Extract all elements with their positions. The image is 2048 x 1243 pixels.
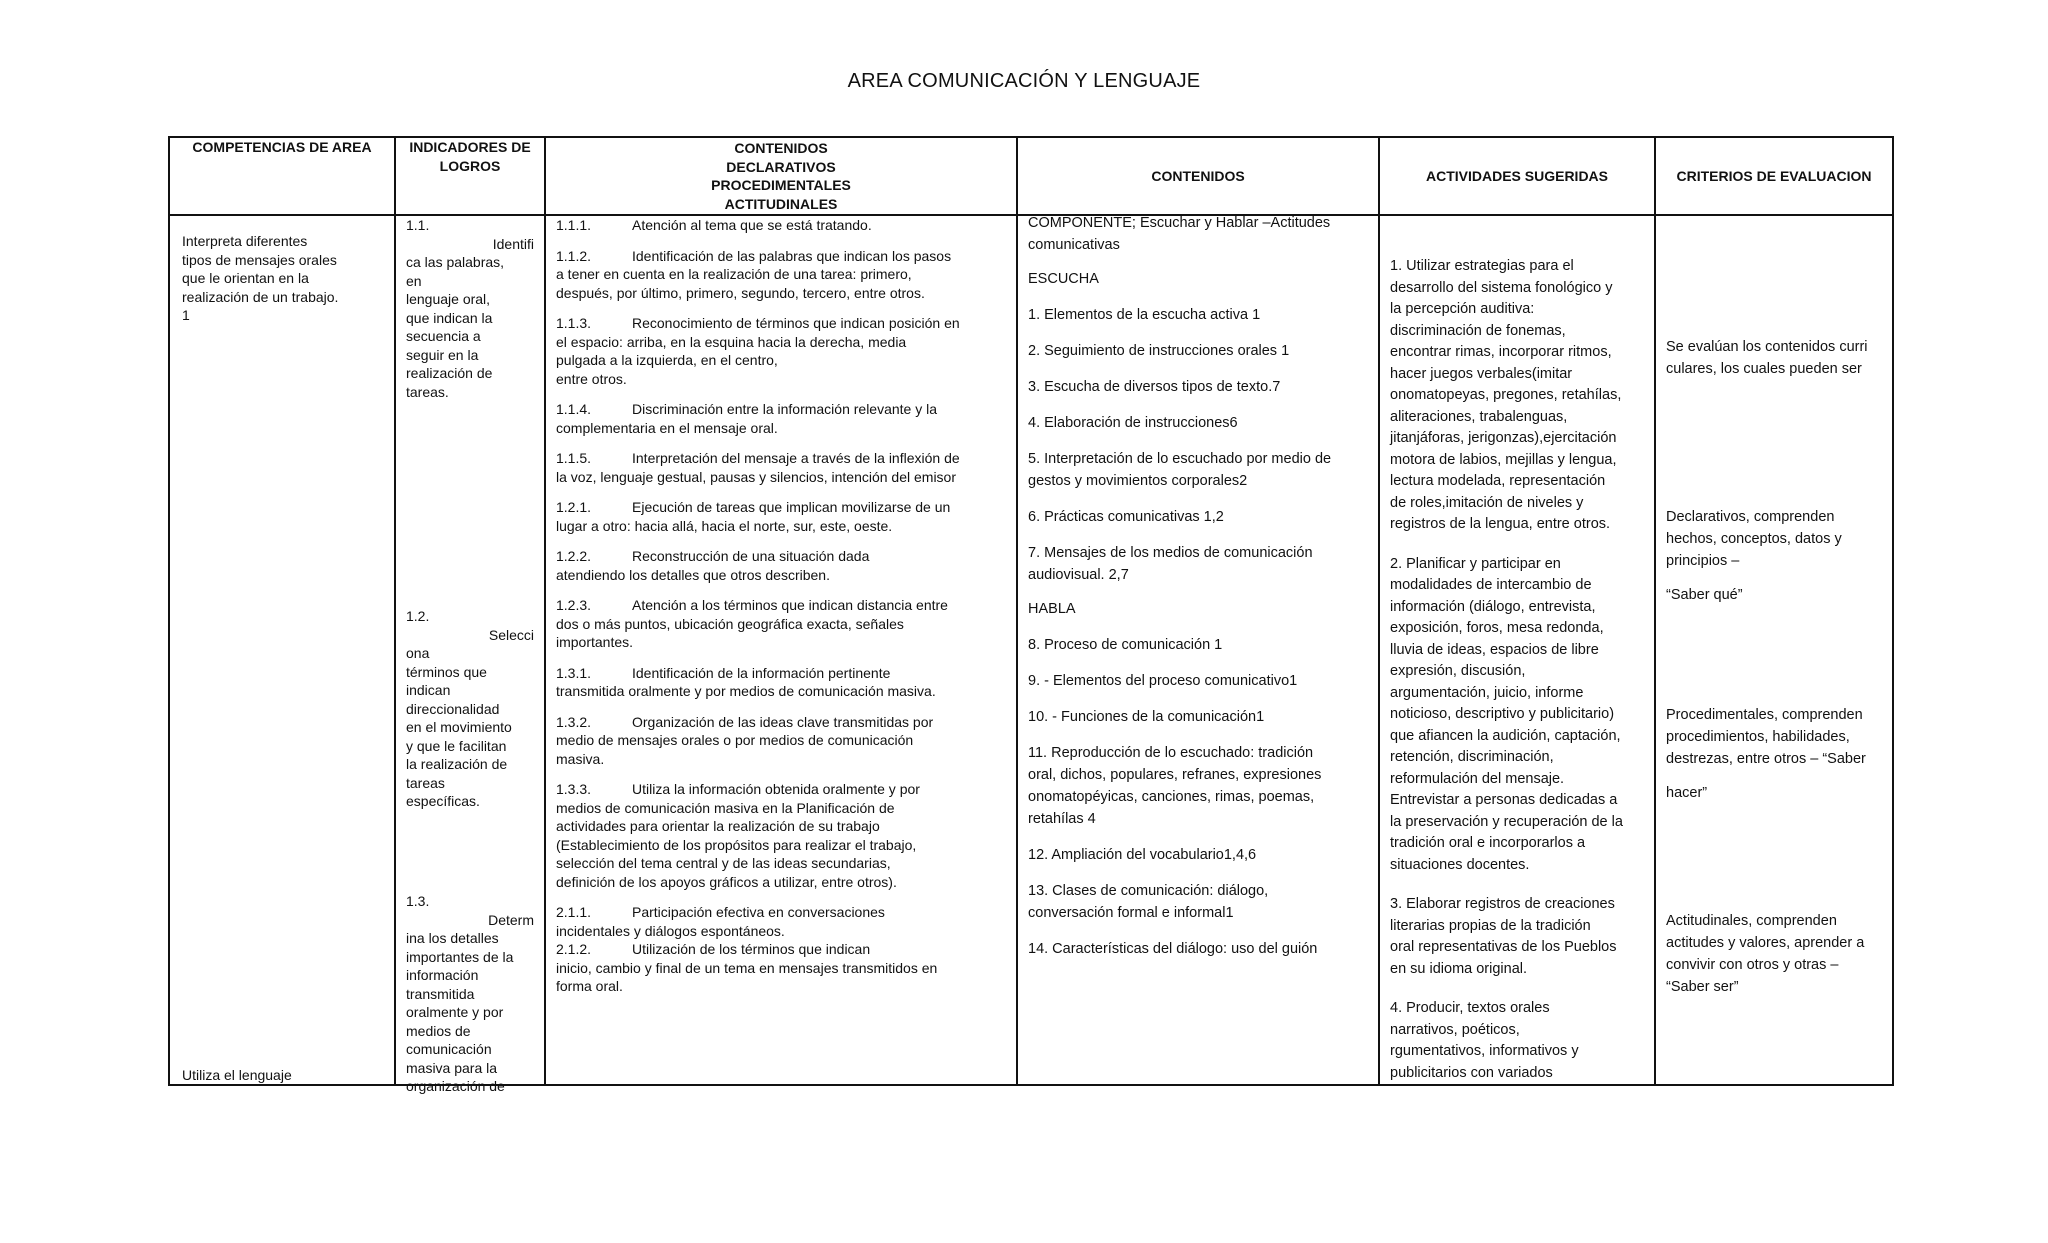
contenido-item	[1028, 376, 1368, 398]
contenido-detalle-number: 2.1.2.	[556, 941, 592, 957]
habla-heading: HABLA	[1028, 601, 1076, 617]
contenido-item-line: 10. - Funciones de la comunicación1	[1028, 709, 1265, 725]
competencia-1: Interpreta diferentes tipos de mensajes orales que le orientan en la realización de un trabajo. 1	[182, 233, 339, 323]
contenido-detalle-text: Identificación de la información pertinente	[632, 664, 891, 681]
contenido-detalle-item	[556, 547, 1006, 584]
actividad-line: motora de labios, mejillas y lengua,	[1390, 451, 1617, 468]
contenido-detalle-item	[556, 498, 1006, 535]
header-criterios: CRITERIOS DE EVALUACION	[1655, 137, 1893, 215]
contenido-item-line: 9. - Elementos del proceso comunicativo1	[1028, 673, 1298, 689]
contenido-item-line: 5. Interpretación de lo escuchado por medio de	[1028, 451, 1332, 467]
actividades-list	[1390, 256, 1646, 1084]
page-title: AREA COMUNICACIÓN Y LENGUAJE	[847, 70, 1201, 92]
actividad-line: jitanjáforas, jerigonzas),ejercitación	[1390, 430, 1617, 446]
actividad-line: 3. Elaborar registros de creaciones	[1390, 896, 1615, 912]
actividad-line: aliteraciones, trabalenguas,	[1390, 408, 1568, 425]
actividad-item	[1390, 894, 1646, 980]
actividad-line: literarias propias de la tradición	[1390, 917, 1591, 934]
contenido-detalle-line: actividades para orientar la realización de su trabajo	[556, 818, 880, 834]
competencia-2: Utiliza el lenguaje	[182, 1066, 292, 1083]
header-competencias: COMPETENCIAS DE AREA	[169, 137, 395, 215]
contenido-detalle-line: después, por último, primero, segundo, tercero, entre otros.	[556, 284, 925, 301]
contenido-item-line: retahílas 4	[1028, 811, 1096, 827]
contenido-item-line: 2. Seguimiento de instrucciones orales 1	[1028, 343, 1290, 359]
contenido-detalle-line: importantes.	[556, 634, 634, 650]
contenido-item	[1028, 542, 1368, 586]
contenido-detalle-line: dos o más puntos, ubicación geográfica exacta, señales	[556, 615, 904, 632]
actividad-line: retención, discriminación,	[1390, 749, 1554, 765]
curriculum-table	[168, 136, 1894, 1094]
contenido-detalle-first-line	[556, 314, 1006, 333]
indicadores-cell	[395, 215, 545, 1094]
contenido-detalle-first-line	[556, 903, 1006, 922]
contenido-detalle-line: entre otros.	[556, 370, 627, 387]
contenido-detalle-text: Ejecución de tareas que implican movilizarse de un	[632, 499, 951, 515]
actividad-item	[1390, 998, 1646, 1084]
actividad-line: narrativos, poéticos,	[1390, 1021, 1520, 1038]
contenido-item	[1028, 706, 1368, 728]
contenido-item	[1028, 340, 1368, 362]
criterio-declarativos: Declarativos, comprenden hechos, conceptos, datos y principios – “Saber qué”	[1666, 509, 1842, 603]
criterio-actitudinales: Actitudinales, comprenden actitudes y valores, aprender a convivir con otros y otras – “Saber ser”	[1666, 913, 1865, 995]
contenido-detalle-number: 1.2.3.	[556, 597, 592, 613]
contenido-detalle-line: atendiendo los detalles que otros describen.	[556, 566, 830, 583]
actividad-line: discriminación de fonemas,	[1390, 322, 1566, 339]
actividad-line: argumentación, juicio, informe	[1390, 684, 1584, 701]
contenido-item-line: 7. Mensajes de los medios de comunicación	[1028, 545, 1313, 561]
contenido-detalle-text: Atención a los términos que indican distancia entre	[632, 597, 948, 613]
actividad-line: expresión, discusión,	[1390, 663, 1526, 679]
contenido-detalle-first-line	[556, 780, 1006, 799]
contenido-detalle-item	[556, 903, 1006, 940]
contenido-detalle-number: 1.1.3.	[556, 315, 592, 331]
contenido-detalle-line: medio de mensajes orales o por medios de comunicación	[556, 732, 914, 748]
indicador-1-2: 1.2. Selecci ona términos que indican direccionalidad en el movimiento y que le facilitan la realización de tareas específicas.	[406, 608, 534, 809]
contenido-detalle-line: (Establecimiento de los propósitos para realizar el trabajo,	[556, 836, 917, 853]
actividad-line: modalidades de intercambio de	[1390, 577, 1592, 593]
contenido-detalle-line: a tener en cuenta en la realización de una tarea: primero,	[556, 266, 912, 282]
contenido-detalle-text: Participación efectiva en conversaciones	[632, 904, 885, 920]
contenido-item	[1028, 670, 1368, 692]
contenido-detalle-first-line	[556, 400, 1006, 419]
actividad-line: 2. Planificar y participar en	[1390, 555, 1561, 572]
contenidos-list	[1028, 212, 1368, 960]
contenido-detalle-number: 1.3.1.	[556, 664, 592, 681]
contenido-detalle-line: pulgada a la izquierda, en el centro,	[556, 352, 778, 368]
contenido-detalle-first-line	[556, 664, 1006, 683]
header-actividades: ACTIVIDADES SUGERIDAS	[1379, 137, 1655, 215]
criterio-procedimentales: Procedimentales, comprenden procedimientos, habilidades, destrezas, entre otros – “Saber hacer”	[1666, 707, 1866, 801]
contenido-detalle-number: 1.2.2.	[556, 548, 592, 564]
contenido-detalle-item	[556, 713, 1006, 769]
contenido-detalle-first-line	[556, 498, 1006, 517]
actividad-line: oral representativas de los Pueblos	[1390, 939, 1617, 955]
header-contenidos-tipos: CONTENIDOS DECLARATIVOS PROCEDIMENTALES ACTITUDINALES	[545, 137, 1017, 215]
contenido-detalle-line: selección del tema central y de las ideas secundarias,	[556, 855, 891, 871]
contenido-detalle-line: complementaria en el mensaje oral.	[556, 419, 778, 436]
contenido-detalle-text: Organización de las ideas clave transmitidas por	[632, 713, 934, 730]
actividad-line: desarrollo del sistema fonológico y	[1390, 279, 1613, 296]
contenido-detalle-item	[556, 400, 1006, 437]
escucha-heading: ESCUCHA	[1028, 271, 1099, 287]
contenido-item-line: oral, dichos, populares, refranes, expresiones	[1028, 767, 1322, 783]
contenido-item	[1028, 412, 1368, 434]
actividad-line: en su idioma original.	[1390, 960, 1528, 977]
contenido-detalle-number: 1.1.4.	[556, 401, 592, 417]
componente-label: COMPONENTE; Escuchar y Hablar –Actitudes comunicativas	[1028, 215, 1331, 253]
contenido-item	[1028, 742, 1368, 830]
contenido-item-line: 3. Escucha de diversos tipos de texto.7	[1028, 379, 1281, 395]
actividad-item	[1390, 554, 1646, 877]
contenido-detalle-text: Interpretación del mensaje a través de la inflexión de	[632, 450, 960, 466]
contenido-item-line: gestos y movimientos corporales2	[1028, 473, 1248, 489]
contenido-detalle-number: 1.3.3.	[556, 781, 592, 797]
contenido-detalle-item	[556, 940, 1006, 996]
actividad-line: situaciones docentes.	[1390, 856, 1530, 873]
criterio-general: Se evalúan los contenidos curri culares, los cuales pueden ser	[1666, 339, 1868, 377]
contenido-item-line: 12. Ampliación del vocabulario1,4,6	[1028, 847, 1257, 863]
contenido-detalle-first-line	[556, 596, 1006, 615]
contenido-detalle-text: Utiliza la información obtenida oralmente y por	[632, 781, 920, 797]
contenido-detalle-number: 1.1.1.	[556, 217, 592, 233]
actividad-line: de roles,imitación de niveles y	[1390, 494, 1584, 511]
contenido-item-line: 4. Elaboración de instrucciones6	[1028, 415, 1238, 431]
actividad-line: encontrar rimas, incorporar ritmos,	[1390, 344, 1612, 360]
contenido-detalle-first-line	[556, 713, 1006, 732]
contenido-detalle-text: Discriminación entre la información relevante y la	[632, 401, 938, 417]
contenido-detalle-text: Reconocimiento de términos que indican posición en	[632, 315, 960, 331]
contenido-item-line: 14. Características del diálogo: uso del guión	[1028, 941, 1318, 957]
contenido-detalle-line: el espacio: arriba, en la esquina hacia la derecha, media	[556, 333, 907, 350]
contenido-item	[1028, 634, 1368, 656]
contenido-item	[1028, 844, 1368, 866]
contenido-detalle-number: 1.3.2.	[556, 713, 592, 730]
contenido-detalle-text: Atención al tema que se está tratando.	[632, 217, 872, 233]
contenido-detalle-line: la voz, lenguaje gestual, pausas y silencios, intención del emisor	[556, 468, 957, 485]
contenido-item-line: conversación formal e informal1	[1028, 905, 1234, 921]
contenido-detalle-text: Utilización de los términos que indican	[632, 941, 871, 957]
actividad-line: 1. Utilizar estrategias para el	[1390, 258, 1574, 274]
actividad-line: Entrevistar a personas dedicadas a	[1390, 792, 1618, 808]
contenido-detalle-line: forma oral.	[556, 978, 623, 994]
contenido-detalle-text: Reconstrucción de una situación dada	[632, 548, 870, 564]
actividad-line: la percepción auditiva:	[1390, 301, 1535, 317]
contenido-detalle-item	[556, 780, 1006, 891]
contenido-detalle-text: Identificación de las palabras que indican los pasos	[632, 247, 952, 264]
actividad-line: 4. Producir, textos orales	[1390, 1000, 1550, 1016]
contenido-detalle-number: 2.1.1.	[556, 904, 592, 920]
contenido-detalle-number: 1.1.5.	[556, 450, 592, 466]
contenido-detalle-first-line	[556, 547, 1006, 566]
actividad-line: lectura modelada, representación	[1390, 473, 1606, 489]
contenido-item-line: 1. Elementos de la escucha activa 1	[1028, 307, 1261, 323]
contenidos-cell	[1017, 215, 1379, 1085]
contenidos-detalle-list	[556, 216, 1006, 1008]
actividad-line: información (diálogo, entrevista,	[1390, 598, 1596, 615]
actividad-line: onomatopeyas, pregones, retahílas,	[1390, 387, 1622, 403]
contenido-detalle-first-line	[556, 247, 1006, 266]
header-contenidos: CONTENIDOS	[1017, 137, 1379, 215]
actividad-line: lluvia de ideas, espacios de libre	[1390, 641, 1599, 658]
contenido-detalle-item	[556, 314, 1006, 388]
actividad-line: rgumentativos, informativos y	[1390, 1043, 1579, 1059]
contenido-detalle-first-line	[556, 216, 1006, 235]
contenido-detalle-number: 1.1.2.	[556, 247, 592, 264]
contenido-detalle-line: definición de los apoyos gráficos a utilizar, entre otros).	[556, 873, 897, 890]
actividad-line: hacer juegos verbales(imitar	[1390, 365, 1573, 382]
contenido-detalle-first-line	[556, 940, 1006, 959]
contenido-item-line: 13. Clases de comunicación: diálogo,	[1028, 883, 1269, 899]
indicador-1-3: 1.3. Determ ina los detalles importantes de la información transmitida oralmente y por medios de comunicación masiva para la organización de	[406, 893, 534, 1094]
body-row	[169, 215, 1893, 1085]
criterios-cell	[1655, 215, 1893, 1085]
header-indicadores: INDICADORES DE LOGROS	[395, 137, 545, 215]
contenido-item	[1028, 938, 1368, 960]
actividad-line: la preservación y recuperación de la	[1390, 813, 1623, 830]
contenido-detalle-line: masiva.	[556, 750, 605, 767]
contenido-detalle-item	[556, 449, 1006, 486]
contenido-detalle-line: transmitida oralmente y por medios de comunicación masiva.	[556, 683, 936, 699]
actividad-line: noticioso, descriptivo y publicitario)	[1390, 706, 1615, 722]
contenidos-detalle-cell	[545, 215, 1017, 1085]
contenido-detalle-item	[556, 216, 1006, 235]
contenido-detalle-line: medios de comunicación masiva en la Planificación de	[556, 799, 895, 816]
actividad-line: reformulación del mensaje.	[1390, 770, 1565, 787]
contenido-item-line: onomatopéyicas, canciones, rimas, poemas,	[1028, 789, 1315, 805]
contenido-detalle-line: incidentales y diálogos espontáneos.	[556, 922, 785, 939]
contenido-item	[1028, 304, 1368, 326]
contenido-item-line: 6. Prácticas comunicativas 1,2	[1028, 509, 1224, 525]
contenido-detalle-item	[556, 596, 1006, 652]
header-row	[169, 137, 1893, 215]
contenido-item	[1028, 448, 1368, 492]
actividad-line: que afiancen la audición, captación,	[1390, 727, 1621, 744]
contenido-item-line: 8. Proceso de comunicación 1	[1028, 637, 1223, 653]
actividad-line: exposición, foros, mesa redonda,	[1390, 620, 1604, 636]
contenido-item	[1028, 880, 1368, 924]
contenido-item	[1028, 506, 1368, 528]
contenido-item-line: 11. Reproducción de lo escuchado: tradición	[1028, 745, 1314, 761]
actividad-line: publicitarios con variados	[1390, 1064, 1553, 1081]
actividades-cell	[1379, 215, 1655, 1085]
competencias-cell	[169, 215, 395, 1085]
contenido-detalle-first-line	[556, 449, 1006, 468]
indicador-1-1: 1.1. Identifi ca las palabras, en lenguaje oral, que indican la secuencia a seguir en la realización de tareas.	[406, 217, 534, 400]
contenido-detalle-line: inicio, cambio y final de un tema en mensajes transmitidos en	[556, 959, 938, 976]
contenido-detalle-item	[556, 664, 1006, 701]
actividad-item	[1390, 256, 1646, 536]
actividad-line: registros de la lengua, entre otros.	[1390, 516, 1611, 532]
contenido-detalle-line: lugar a otro: hacia allá, hacia el norte, sur, este, oeste.	[556, 517, 893, 534]
contenido-item-line: audiovisual. 2,7	[1028, 567, 1129, 583]
contenido-detalle-number: 1.2.1.	[556, 499, 592, 515]
contenido-detalle-item	[556, 247, 1006, 303]
actividad-line: tradición oral e incorporarlos a	[1390, 835, 1586, 851]
